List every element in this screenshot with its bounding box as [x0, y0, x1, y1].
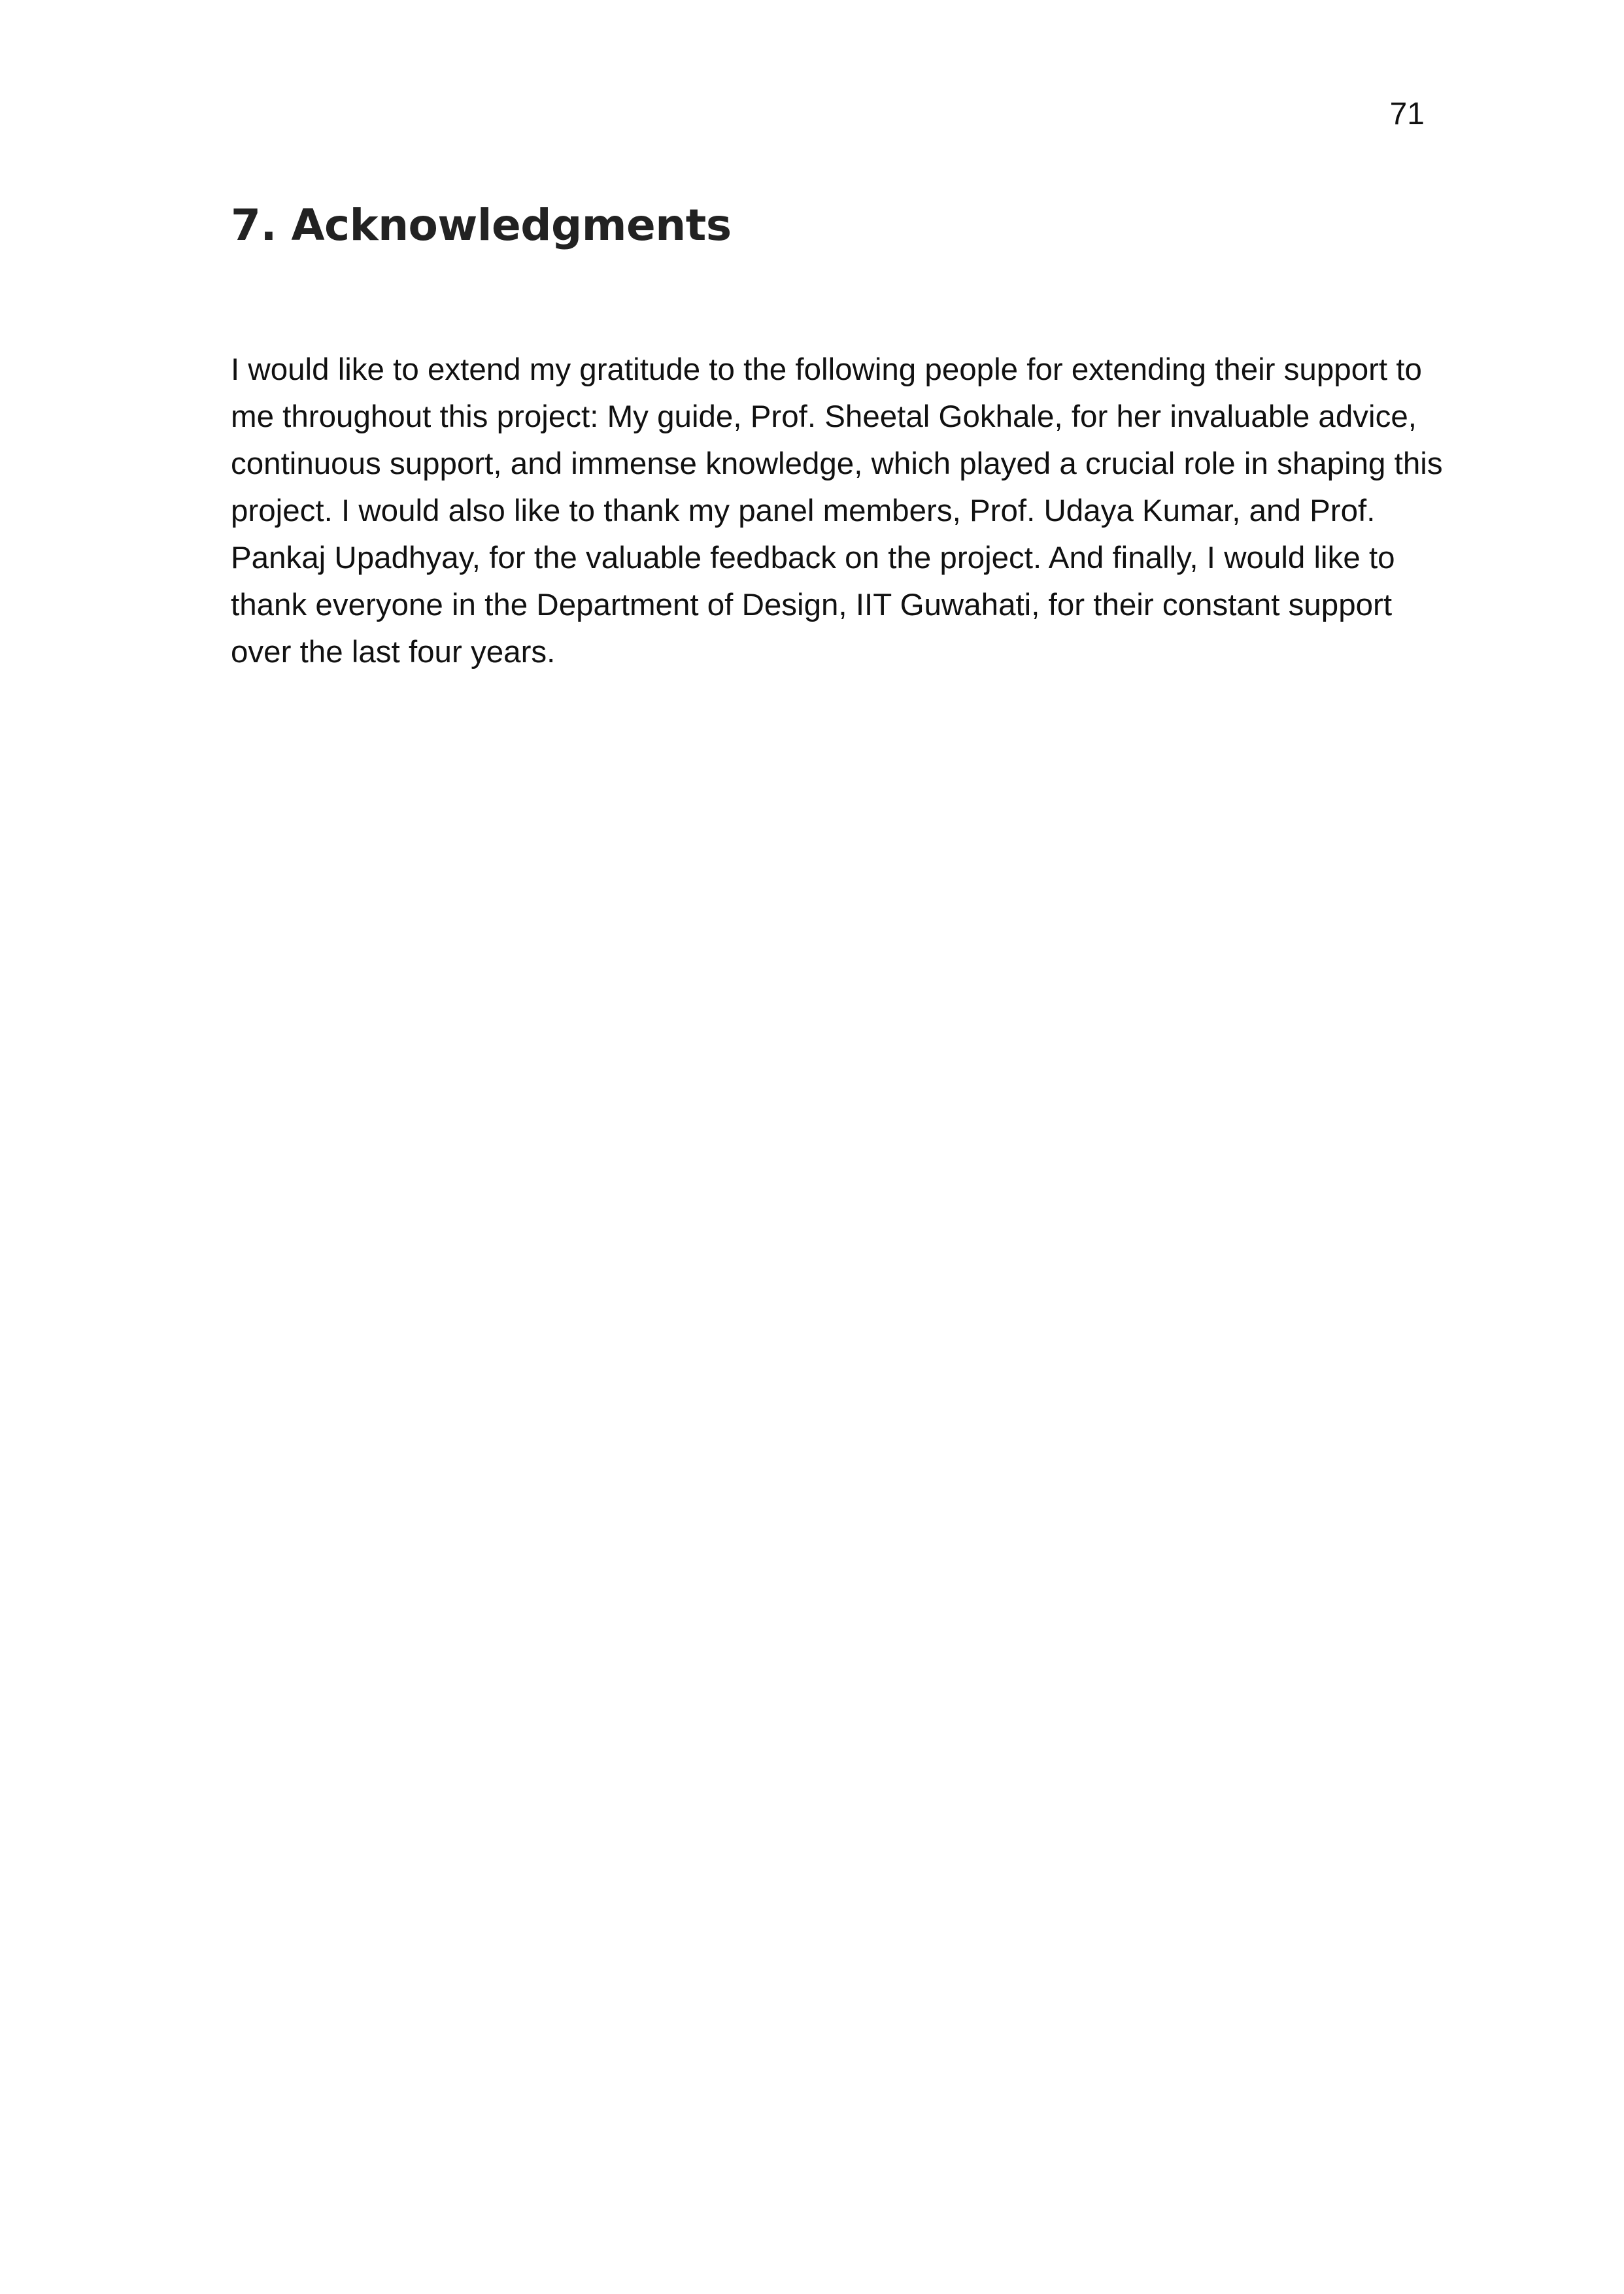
- acknowledgment-paragraph: I would like to extend my gratitude to the following people for extending their support to me throughout this project: My guide, Prof. Sheetal Gokhale, for her invaluable advice, continuous support, and immense knowledge, which played a crucial role in shaping this project. I would also like to thank my panel members, Prof. Udaya Kumar, and Prof. Pankaj Upadhyay, for the valuable feedback on the project. And finally, I would like to thank everyone in the Department of Design, IIT Guwahati, for their constant support over the last four years.: [231, 352, 1443, 669]
- section-heading: 7. Acknowledgments: [231, 200, 732, 250]
- page-number: 71: [1389, 97, 1425, 131]
